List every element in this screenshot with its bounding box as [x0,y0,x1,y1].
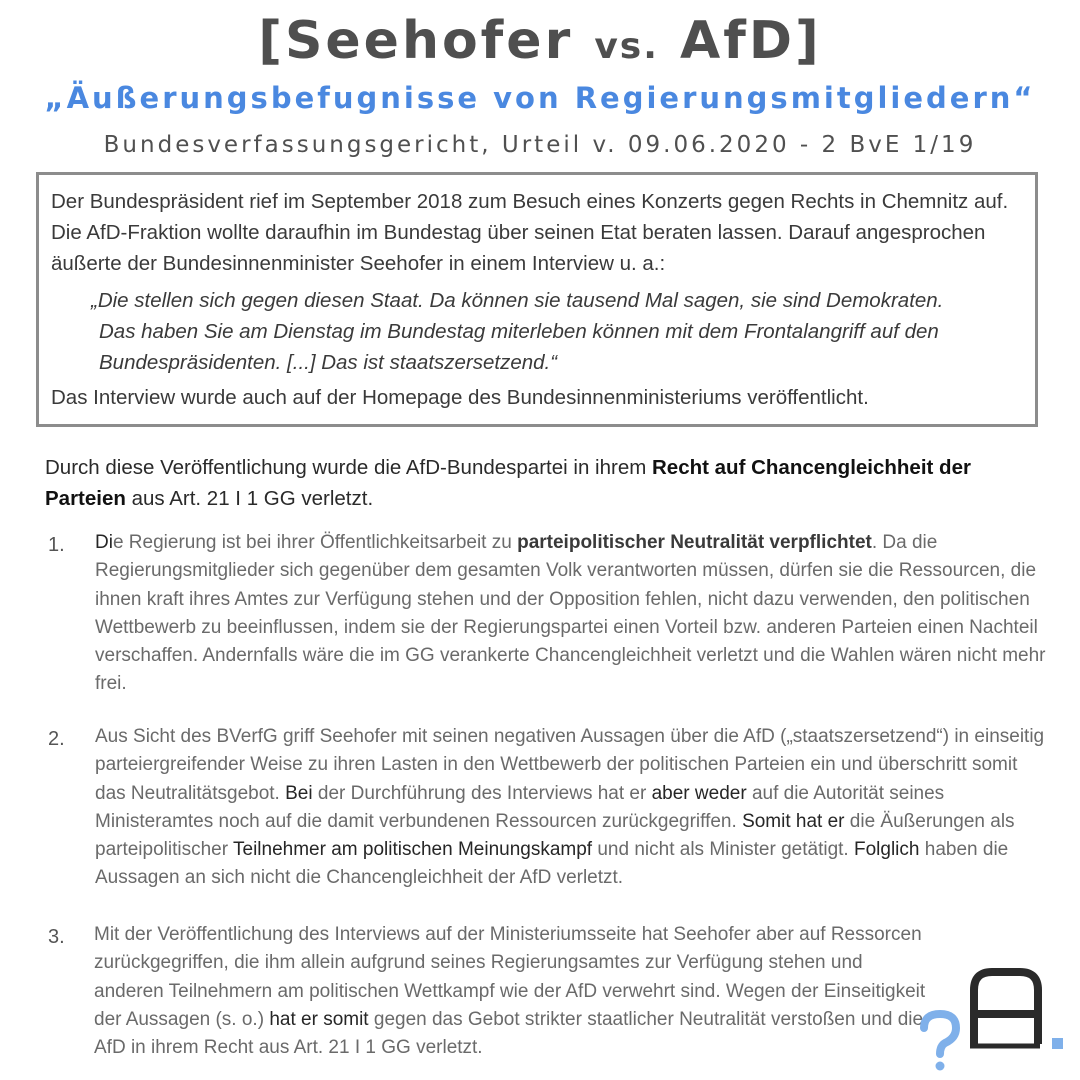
title-open: [Seehofer [258,11,595,71]
thesis-bold: Recht auf Chancengleichheit der Parteien [45,456,971,510]
thesis-text-1: Durch diese Veröffentlichung wurde die AfD-Bundespartei in ihrem [45,456,652,479]
list-item-3 [48,921,928,1062]
list-item-text [94,921,928,1062]
text-keyword: Teilnehmer am politischen Meinungskampf [233,839,593,861]
text-keyword: Folglich [854,839,920,861]
list-item-2 [48,723,1050,893]
text-keyword: hat er somit [269,1008,369,1030]
text-segment: Di [95,532,113,553]
quote-line-2: Das haben Sie am Dienstag im Bundestag miterleben können mit dem Frontalangriff auf den [99,320,939,343]
quote-line-1: „Die stellen sich gegen diesen Staat. Da können sie tausend Mal sagen, sie sind Demokraten. [91,289,944,312]
text-segment: auf die Autorität seines Ministeramtes noch auf die damit verbundenen Ressourcen zurückgegriffen. [95,782,945,832]
page-subtitle: „Äußerungsbefugnisse von Regierungsmitgliedern“ [44,81,1036,115]
thesis-statement [45,452,1035,514]
question-mark-a-logo [918,966,1070,1072]
list-item-text [95,723,1050,893]
list-item-1 [48,529,1050,699]
interview-quote [91,285,1025,378]
text-segment: Mit der Veröffentlichung des Interviews auf der Ministeriumsseite hat Seehofer aber auf Ressorcen zurückgegriffen, die ihm allein aufgrund seines Regierungsamtes zur Verfügung stehen und anderen Teilnehmern am politischen Wettkampf wie der AfD verwehrt sind. Wegen der Einseitigkeit der Aussagen (s. o.) [94,924,926,1030]
text-segment: gegen das Gebot strikter staatlicher Neutralität verstoßen und die AfD in ihrem Recht aus Art. 21 I 1 GG verletzt. [94,1008,924,1059]
case-intro: Der Bundespräsident rief im September 2018 zum Besuch eines Konzerts gegen Rechts in Chemnitz auf. Die AfD-Fraktion wollte daraufhin im Bundestag über seinen Etat beraten lassen. Darauf angesprochen äußerte der Bundesinnenminister Seehofer in einem Interview u. a.: [51,190,1009,275]
page-title [0,8,1080,80]
text-keyword: Somit hat er [742,810,845,832]
list-number: 1. [48,534,65,556]
title-vs: vs. [594,26,659,67]
thesis-text-2: aus Art. 21 I 1 GG verletzt. [125,487,374,510]
text-segment: Aus Sicht des BVerfG griff Seehofer mit seinen negativen Aussagen über die AfD („staatszersetzend“) in einseitig parteiergreifender Weise zu ihren Lasten in den Wettbewerb der politischen Parteien ein und überschritt somit das Neutralitätsgebot. [95,726,1045,804]
quote-line-3: Bundespräsidenten. [...] Das ist staatszersetzend.“ [99,351,558,374]
list-number: 3. [48,926,65,948]
text-segment: die Äußerungen als parteipolitischer [95,810,1015,861]
text-segment: und nicht als Minister getätigt. [592,839,854,861]
case-facts-box [36,172,1038,427]
text-keyword: Bei [285,782,313,804]
text-emphasis: parteipolitischer Neutralität verpflichtet [517,532,872,553]
case-outro: Das Interview wurde auch auf der Homepage des Bundesinnenministeriums veröffentlicht. [51,386,869,409]
text-segment: haben die Aussagen an sich nicht die Chancengleichheit der AfD verletzt. [95,839,1009,889]
title-close: AfD] [658,11,822,71]
text-segment: der Durchführung des Interviews hat er [312,782,652,804]
list-number: 2. [48,728,65,750]
text-segment: . Da die Regierungsmitglieder sich gegenüber dem gesamten Volk verantworten müssen, dürfen sie die Ressourcen, die ihnen kraft ihres Amtes zur Verfügung stehen und der Opposition fehlen, nicht dazu verwenden, den politischen Wettbewerb zu beeinflussen, indem sie der Regierungspartei einen Vorteil bzw. anderen Parteien einen Nachteil verschaffen. Andernfalls wäre die im GG verankerte Chancengleichheit verletzt und die Wahlen wären nicht mehr frei. [95,532,1046,695]
text-segment: e Regierung ist bei ihrer Öffentlichkeitsarbeit zu [112,532,518,553]
case-citation: Bundesverfassungsgericht, Urteil v. 09.06.2020 - 2 BvE 1/19 [103,132,977,158]
text-keyword: aber weder [651,782,747,804]
list-item-text [95,529,1050,699]
